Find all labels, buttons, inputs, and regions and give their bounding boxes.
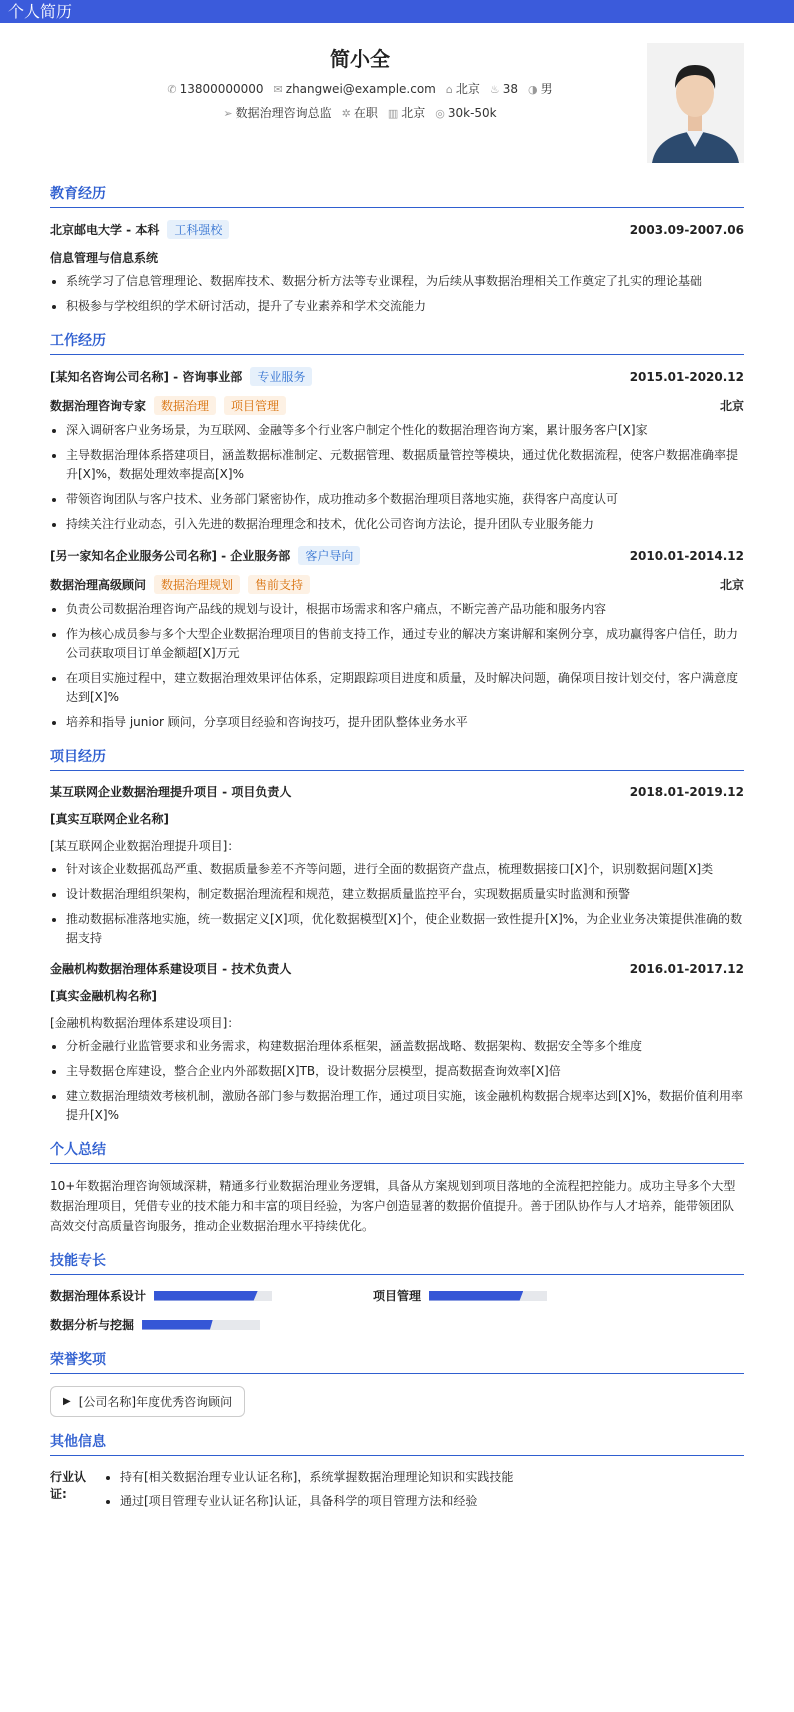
skills-grid xyxy=(50,1287,744,1333)
cake-icon: ♨ xyxy=(489,82,500,96)
resume-title-bar xyxy=(0,0,794,23)
project-2-head xyxy=(50,960,744,977)
project-1-intro: [某互联网企业数据治理提升项目]： xyxy=(50,839,240,853)
list-item: • 主导数据治理体系搭建项目，涵盖数据标准制定、元数据管理、数据质量管控等模块，通过优化数据流程，使客户数据准确率提升[X]%，数据处理效率提高[X]% xyxy=(66,446,744,484)
education-section-title: 教育经历 xyxy=(50,183,744,208)
company-name: [某知名咨询公司名称] - 咨询事业部 xyxy=(50,370,243,384)
gender-field: ◑ 男 xyxy=(528,82,553,96)
project-name: 金融机构数据治理体系建设项目 - 技术负责人 xyxy=(50,962,292,976)
job-location: 北京 xyxy=(719,578,744,592)
summary-section-title: 个人总结 xyxy=(50,1139,744,1164)
salary-field: ◎ 30k-50k xyxy=(435,105,497,120)
building-icon: ▥ xyxy=(387,107,399,120)
other-section-title: 其他信息 xyxy=(50,1431,744,1456)
project-name: 某互联网企业数据治理提升项目 - 项目负责人 xyxy=(50,785,292,799)
job-period: 2015.01-2020.12 xyxy=(629,369,744,384)
job-2-bullets xyxy=(50,600,744,732)
list-item: • 设计数据治理组织架构，制定数据治理流程和规范，建立数据质量监控平台，实现数据质量实时监测和预警 xyxy=(66,885,744,904)
role-name: 数据治理高级顾问 xyxy=(50,578,147,592)
project-1-bullets xyxy=(50,860,744,948)
major-name: 信息管理与信息系统 xyxy=(50,251,159,265)
list-item: • 在项目实施过程中，建立数据治理效果评估体系，定期跟踪项目进度和质量，及时解决问题，确保项目按计划交付，客户满意度达到[X]% xyxy=(66,669,744,707)
phone-field: ✆ 13800000000 xyxy=(167,81,264,96)
job-period: 2010.01-2014.12 xyxy=(629,548,744,563)
list-item: • 作为核心成员参与多个大型企业数据治理项目的售前支持工作，通过专业的解决方案讲解和案例分享，成功赢得客户信任，助力公司获取项目订单金额超[X]万元 xyxy=(66,625,744,663)
job-intent-row xyxy=(50,104,670,121)
send-icon: ➢ xyxy=(223,107,233,120)
skill-bar-fill xyxy=(429,1291,523,1301)
skill-item xyxy=(50,1287,373,1304)
skill-bar xyxy=(154,1291,272,1301)
list-item: • 积极参与学校组织的学术研讨活动，提升了专业素养和学术交流能力 xyxy=(66,297,744,316)
skill-name: 项目管理 xyxy=(373,1289,422,1303)
role-name: 数据治理咨询专家 xyxy=(50,399,147,413)
project-2-bullets xyxy=(50,1037,744,1125)
education-entry-head xyxy=(50,220,744,239)
other-list xyxy=(102,1468,513,1516)
job-1-role-row xyxy=(50,396,744,415)
job-location: 北京 xyxy=(719,399,744,413)
candidate-name: 简小全 xyxy=(330,47,390,71)
education-major-row xyxy=(50,249,744,266)
list-item: • 针对该企业数据孤岛严重、数据质量参差不齐等问题，进行全面的数据资产盘点，梳理数据接口[X]个，识别数据问题[X]类 xyxy=(66,860,744,879)
project-period: 2018.01-2019.12 xyxy=(629,784,744,799)
list-item: • 建立数据治理绩效考核机制，激励各部门参与数据治理工作，通过项目实施，该金融机构数据合规率达到[X]%，数据价值利用率提升[X]% xyxy=(66,1087,744,1125)
award-item[interactable] xyxy=(50,1386,245,1417)
gender-icon: ◑ xyxy=(528,83,538,96)
project-2-client: [真实金融机构名称] xyxy=(50,989,157,1003)
school-tag: 工科强校 xyxy=(167,220,229,239)
school-name: 北京邮电大学 - 本科 xyxy=(50,223,160,237)
phone-icon: ✆ xyxy=(167,82,177,96)
job-status-field: ✲ 在职 xyxy=(341,106,378,120)
award-label: [公司名称]年度优秀咨询顾问 xyxy=(78,1395,233,1409)
skills-section-title: 技能专长 xyxy=(50,1250,744,1275)
skill-bar xyxy=(142,1320,260,1330)
profile-photo xyxy=(647,43,744,163)
list-item: • 主导数据仓库建设，整合企业内外部数据[X]TB，设计数据分层模型，提高数据查询效率[X]倍 xyxy=(66,1062,744,1081)
skill-bar-fill xyxy=(154,1291,258,1301)
email-icon: ✉ xyxy=(273,82,283,96)
projects-section-title: 项目经历 xyxy=(50,746,744,771)
job-1-bullets xyxy=(50,421,744,534)
list-item: • 分析金融行业监管要求和业务需求，构建数据治理体系框架，涵盖数据战略、数据架构、数据安全等多个维度 xyxy=(66,1037,744,1056)
list-item: • 通过[项目管理专业认证名称]认证，具备科学的项目管理方法和经验 xyxy=(120,1492,513,1510)
job-title-field: ➢ 数据治理咨询总监 xyxy=(223,106,332,120)
skill-bar xyxy=(429,1291,547,1301)
play-icon: ▶ xyxy=(63,1396,71,1407)
job-location-field: ▥ 北京 xyxy=(387,106,426,120)
topbar-title: 个人简历 xyxy=(8,2,73,21)
project-1-client: [真实互联网企业名称] xyxy=(50,812,169,826)
job-1-head xyxy=(50,367,744,386)
summary-text: 10+年数据治理咨询领域深耕，精通多行业数据治理业务逻辑，具备从方案规划到项目落地的全流程把控能力。成功主导多个大型数据治理项目，凭借专业的技术能力和丰富的项目经验，为客户创造显著的数据价值提升。善于团队协作与人才培养，能带领团队高效交付高质量咨询服务，推动企业数据治理水平持续优化。 xyxy=(50,1179,736,1233)
project-period: 2016.01-2017.12 xyxy=(629,961,744,976)
company-tag: 专业服务 xyxy=(250,367,312,386)
role-tag: 数据治理规划 xyxy=(154,575,240,594)
list-item: • 负责公司数据治理咨询产品线的规划与设计，根据市场需求和客户痛点，不断完善产品功能和服务内容 xyxy=(66,600,744,619)
age-field: ♨ 38 xyxy=(489,81,519,96)
awards-section-title: 荣誉奖项 xyxy=(50,1349,744,1374)
company-tag: 客户导向 xyxy=(298,546,360,565)
other-label: 行业认证: xyxy=(50,1470,87,1501)
city-field: ⌂ 北京 xyxy=(445,82,480,96)
company-name: [另一家知名企业服务公司名称] - 企业服务部 xyxy=(50,549,291,563)
skill-name: 数据治理体系设计 xyxy=(50,1289,147,1303)
other-info xyxy=(50,1468,744,1516)
project-2-intro: [金融机构数据治理体系建设项目]： xyxy=(50,1016,240,1030)
list-item: • 带领咨询团队与客户技术、业务部门紧密协作，成功推动多个数据治理项目落地实施，获得客户高度认可 xyxy=(66,490,744,509)
resume-page xyxy=(0,23,794,1516)
list-item: • 推动数据标准落地实施，统一数据定义[X]项，优化数据模型[X]个，使企业数据一致性提升[X]%，为企业业务决策提供准确的数据支持 xyxy=(66,910,744,948)
contact-row xyxy=(50,80,670,97)
skill-item xyxy=(50,1316,373,1333)
job-2-role-row xyxy=(50,575,744,594)
work-section-title: 工作经历 xyxy=(50,330,744,355)
gear-icon: ✲ xyxy=(341,107,351,120)
list-item: • 系统学习了信息管理理论、数据库技术、数据分析方法等专业课程，为后续从事数据治理相关工作奠定了扎实的理论基础 xyxy=(66,272,744,291)
list-item: • 持续关注行业动态，引入先进的数据治理理念和技术，优化公司咨询方法论，提升团队专业服务能力 xyxy=(66,515,744,534)
skill-bar-fill xyxy=(142,1320,213,1330)
resume-header xyxy=(50,23,744,173)
skill-item xyxy=(373,1287,696,1304)
home-icon: ⌂ xyxy=(445,83,453,96)
role-tag: 售前支持 xyxy=(248,575,310,594)
skill-name: 数据分析与挖掘 xyxy=(50,1318,135,1332)
job-2-head xyxy=(50,546,744,565)
list-item: • 持有[相关数据治理专业认证名称]，系统掌握数据治理理论知识和实践技能 xyxy=(120,1468,513,1486)
education-bullets xyxy=(50,272,744,316)
role-tag: 项目管理 xyxy=(224,396,286,415)
project-1-head xyxy=(50,783,744,800)
role-tag: 数据治理 xyxy=(154,396,216,415)
email-field: ✉ zhangwei@example.com xyxy=(273,81,436,96)
list-item: • 培养和指导 junior 顾问，分享项目经验和咨询技巧，提升团队整体业务水平 xyxy=(66,713,744,732)
coin-icon: ◎ xyxy=(435,106,445,120)
list-item: • 深入调研客户业务场景，为互联网、金融等多个行业客户制定个性化的数据治理咨询方案，累计服务客户[X]家 xyxy=(66,421,744,440)
education-period: 2003.09-2007.06 xyxy=(629,222,744,237)
